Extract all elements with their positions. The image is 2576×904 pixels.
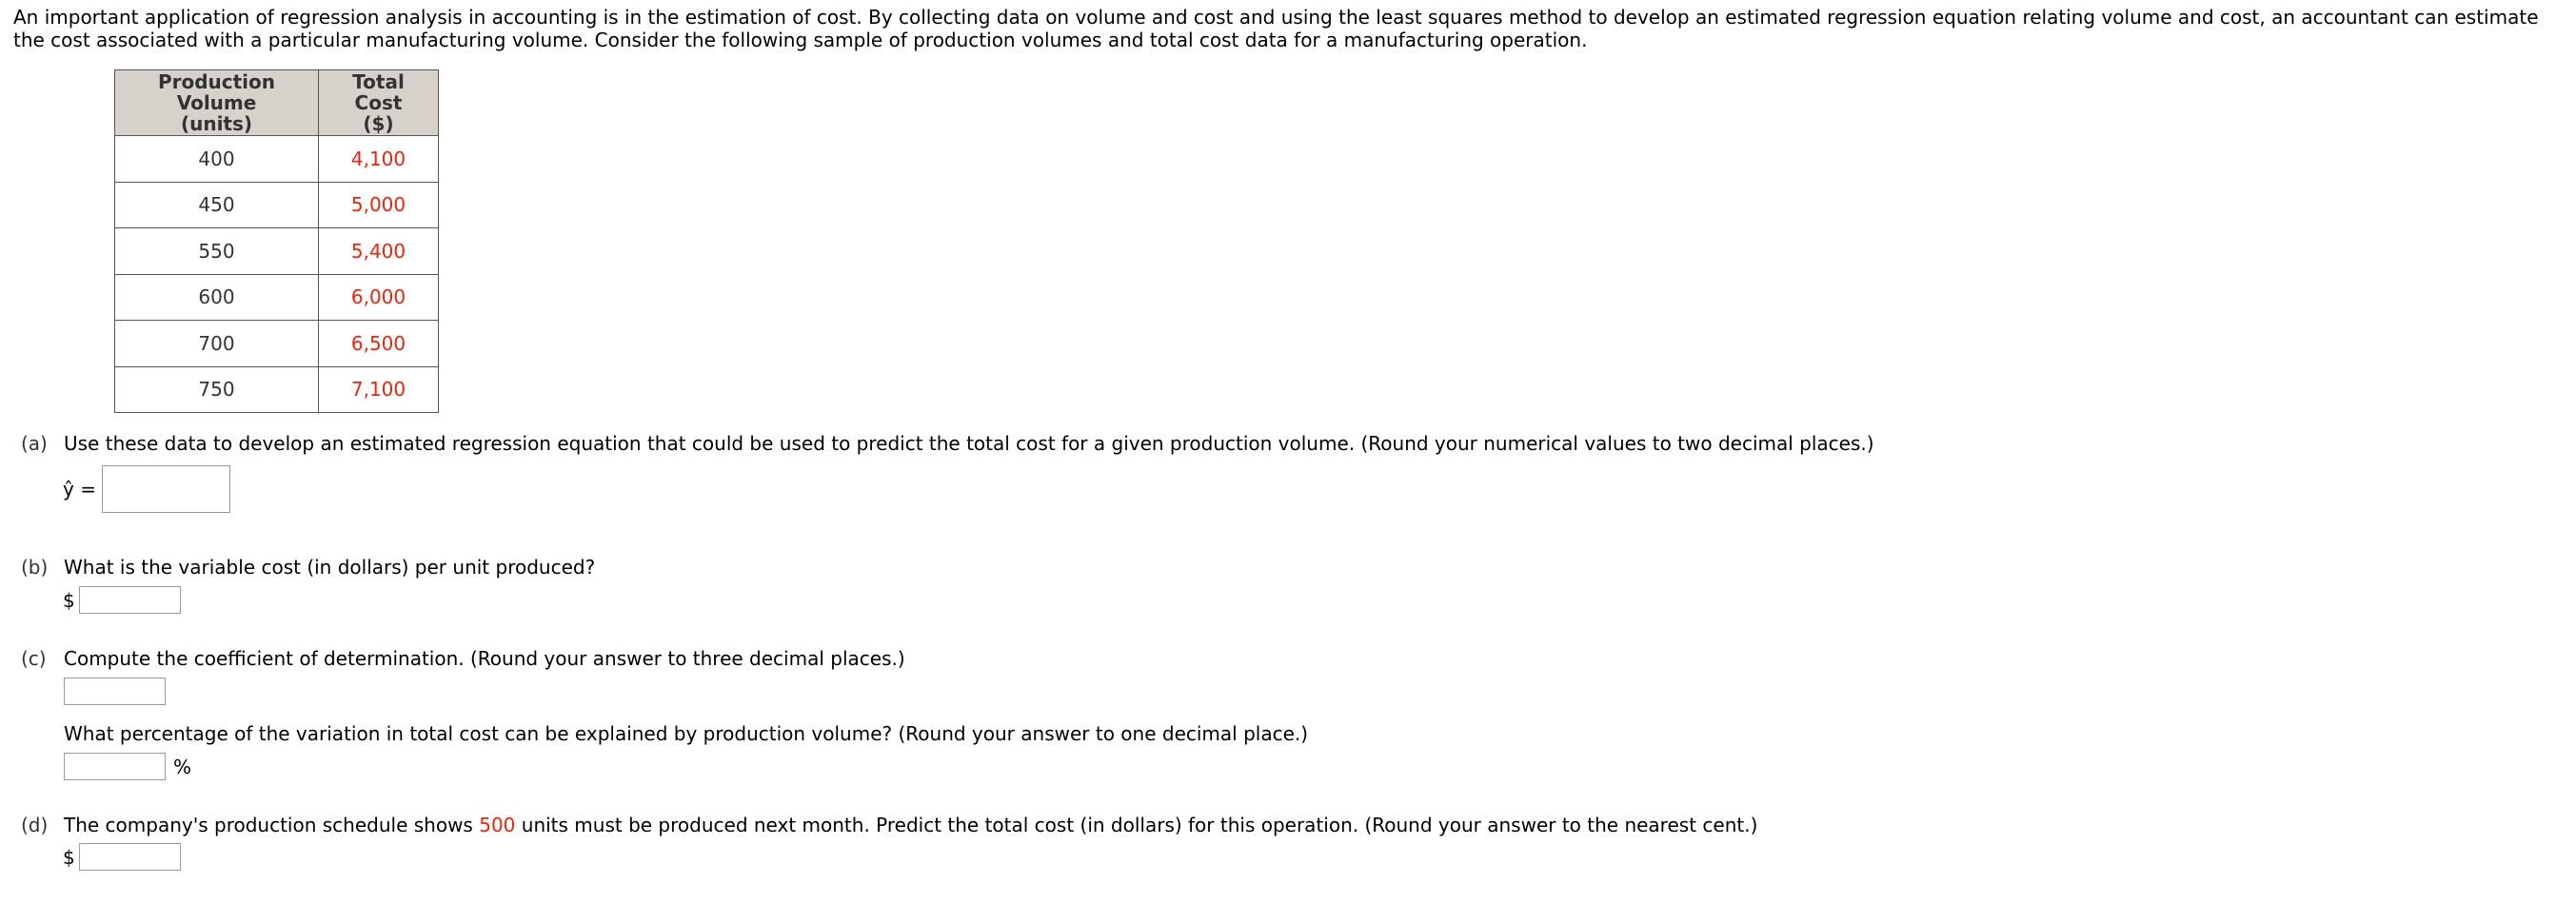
volume-cell: 550 [115,228,319,275]
column-header-production-volume [115,70,319,136]
part-c-question: Compute the coefficient of determination. (Round your answer to three decimal places.) [64,647,905,670]
volume-cell: 450 [115,182,319,228]
data-table [114,69,439,413]
part-a-letter: (a) [21,432,48,455]
part-d-question [64,814,1757,836]
cost-cell: 5,400 [319,228,439,275]
volume-cell: 400 [115,136,319,183]
table-header-row [115,70,439,136]
volume-cell: 750 [115,366,319,413]
dollar-sign: $ [63,845,75,869]
table-row [115,366,439,413]
predicted-cost-input[interactable] [79,843,181,871]
table-row [115,136,439,183]
header-volume-line1: Production Volume [157,70,276,114]
cost-cell: 4,100 [319,136,439,183]
header-cost-line1: Total Cost [352,70,405,114]
cost-cell: 6,000 [319,274,439,321]
part-c-answer-row [64,678,166,705]
part-c-percent-row [64,753,191,780]
cost-cell: 5,000 [319,182,439,228]
header-cost-line2: ($) [363,112,394,135]
volume-cell: 600 [115,274,319,321]
dollar-sign: $ [63,588,75,612]
cost-cell: 7,100 [319,366,439,413]
table-row [115,182,439,228]
part-c-letter: (c) [21,647,47,670]
percentage-explained-input[interactable] [64,753,166,780]
volume-cell: 700 [115,321,319,367]
y-hat-label: ŷ = [63,478,96,501]
part-b-answer-row [63,586,181,614]
header-volume-line2: (units) [180,112,253,135]
table-row [115,321,439,367]
part-b-question: What is the variable cost (in dollars) per unit produced? [64,556,596,579]
part-a-answer-row [63,465,230,513]
part-d-answer-row [63,843,181,871]
intro-paragraph: An important application of regression analysis in accounting is in the estimation of cost. By collecting data on volume and cost and using the least squares method to develop an estimated regression equation relating volume and cost, an accountant can estimate the cost associated with a particular manufacturing volume. Consider the following sample of production volumes and total cost data for a manufacturing operation. [13,6,2539,51]
part-d-text-before: The company's production schedule shows [64,814,480,836]
cost-cell: 6,500 [319,321,439,367]
part-c-followup-question: What percentage of the variation in total cost can be explained by production volume? (Round your answer to one decimal place.) [64,722,1309,745]
column-header-total-cost [319,70,439,136]
part-d-text-after: units must be produced next month. Predict the total cost (in dollars) for this operation. (Round your answer to the nearest cent.) [515,814,1758,836]
table-row [115,274,439,321]
table-row [115,228,439,275]
variable-cost-input[interactable] [79,586,181,614]
part-b-letter: (b) [21,556,49,579]
part-d-letter: (d) [21,814,49,836]
part-a-question: Use these data to develop an estimated regression equation that could be used to predict the total cost for a given production volume. (Round your numerical values to two decimal places.) [64,432,1874,455]
regression-equation-input[interactable] [102,465,230,513]
percent-sign: % [173,755,192,778]
coefficient-of-determination-input[interactable] [64,678,166,705]
units-highlight: 500 [479,814,516,836]
